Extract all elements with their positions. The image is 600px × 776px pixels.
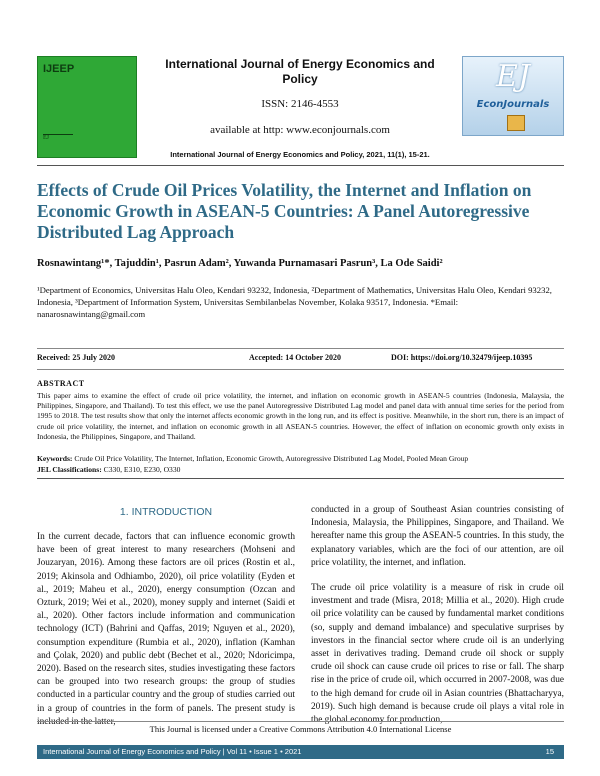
section-heading: 1. INTRODUCTION: [119, 506, 213, 518]
logo-sub-text: EconJournals: [476, 99, 550, 110]
dates-divider-top: [37, 348, 564, 349]
pencil-icon: [507, 115, 525, 131]
footer-bar: [37, 745, 564, 759]
jel-classifications: [37, 465, 564, 475]
cover-logo: EJ: [43, 134, 73, 151]
affiliations: ¹Department of Economics, Universitas Halu Oleo, Kendari 93232, Indonesia, ²Department of Mathematics, Universitas Halu Oleo, Kendari 93232, Indonesia, ³Department of Information System, Universitas Sembilanbelas November, Kolaka 93517, Indonesia. *Email: nanarosnawintang@gmail.com: [37, 285, 552, 319]
column-right: [311, 504, 564, 739]
license-notice: This Journal is licensed under a Creative Commons Attribution 4.0 International License: [37, 721, 564, 734]
keywords-label: Keywords:: [37, 454, 73, 463]
journal-url[interactable]: available at http: www.econjournals.com: [210, 124, 390, 136]
keywords-text: Crude Oil Price Volatility, The Internet, Inflation, Economic Growth, Autoregressive Distributed Lag Model, Pooled Mean Group: [74, 454, 469, 463]
jel-label: JEL Classifications:: [37, 465, 102, 474]
article-title: Effects of Crude Oil Prices Volatility, the Internet and Inflation on Economic Growth in ASEAN-5 Countries: A Panel Autoregressive Distributed Lag Approach: [37, 180, 532, 242]
abstract-text: This paper aims to examine the effect of crude oil price volatility, the internet, and inflation on economic growth in ASEAN-5 countries (Indonesia, Malaysia, the Philippines, Singapore, and Thailand). To test this effect, we use the panel Autoregressive Distributed Lag model and panel data with annual time series for the period from 1995 to 2018. The test results show that only the internet affects economic growth in the long run, and its effect is positive. Meanwhile, in the short run, there is an impact of crude oil price volatility, the internet, and inflation on economic growth in all ASEAN-5 countries. However, the effect of inflation on economic growth only exists in Indonesia, the Philippines, Singapore, and Thailand.: [37, 391, 564, 441]
paragraph: In the current decade, factors that can influence economic growth have been of great interest to many researchers (Mohseni and Jouzaryan, 2016). Among these factors are oil prices (Rostin et al., 2019; Akinsola and Odhiambo, 2020), oil price volatility (Eyden et al., 2019; Maheu et al., 2020), energy consumption (Ozcan and Ozturk, 2019; Wei et al., 2020), money supply and internet (Saidi et al., 2020). Other factors include information and communication technology (ICT) (Bahrini and Qaffas, 2019; Nguyen et al., 2020), consumption expenditure (Rumbia et al., 2020), inflation (Kamhan and Çolak, 2020) and public debt (Bechet et al., 2020; Ndoricimpa, 2020). Based on the research sites, studies investigating these factors can be grouped into two research groups: the group of studies conducted in a particular country and the group of studies carried out in a group of countries in the form of panels. The present study is included in the latter,: [37, 532, 295, 727]
keywords: [37, 454, 564, 464]
paragraph: conducted in a group of Southeast Asian countries consisting of Indonesia, Malaysia, the Philippines, Singapore, and Thailand. We hereafter name this group the ASEAN-5 countries. In this study, the explanatory variables, which are the foci of our attention, are oil price volatility, the internet, and inflation.: [311, 505, 564, 568]
abstract-divider: [37, 478, 564, 479]
journal-title: International Journal of Energy Economics and Policy: [165, 57, 435, 86]
econjournals-logo: [462, 56, 564, 136]
abstract-heading: ABSTRACT: [37, 379, 85, 388]
dates-row: [37, 353, 564, 365]
citation: International Journal of Energy Economics and Policy, 2021, 11(1), 15-21.: [170, 150, 430, 159]
column-left: [37, 531, 295, 741]
running-footer: International Journal of Energy Economics and Policy | Vol 11 • Issue 1 • 2021: [43, 747, 302, 756]
paragraph: The crude oil price volatility is a measure of risk in crude oil investment and trade (Misra, 2018; Millia et al., 2020). High crude oil price volatility can be caused by fundamental market conditions (so, supply and demand imbalance) and speculative surprises by investors in the financial sector where crude oil is an underlying asset in derivatives trading. Demand crude oil shock or supply crude oil shock can cause crude oil prices to rise or fall. The sharp rise in the price of crude oil, which occurred in 2007-2008, was due to the high demand for crude oil in Asian countries (Bhattacharyya, 2019). Such high demand is because crude oil plays a vital role in the global economy for production,: [311, 583, 564, 726]
page-number: 15: [545, 747, 554, 756]
accepted-date: Accepted: 14 October 2020: [249, 353, 342, 362]
authors: Rosnawintang¹*, Tajuddin¹, Pasrun Adam², Yuwanda Purnamasari Pasrun³, La Ode Saidi²: [37, 258, 443, 269]
issn: ISSN: 2146-4553: [261, 98, 339, 110]
cover-title: IJEEP: [43, 63, 75, 75]
header-divider: [37, 165, 564, 166]
jel-text: C330, E310, E230, O330: [103, 465, 181, 474]
received-date: Received: 25 July 2020: [37, 353, 115, 362]
logo-ej-text: EJ: [496, 59, 530, 94]
doi-link[interactable]: DOI: https://doi.org/10.32479/ijeep.10395: [391, 353, 533, 362]
journal-cover: [37, 56, 137, 158]
dates-divider-bottom: [37, 369, 564, 370]
